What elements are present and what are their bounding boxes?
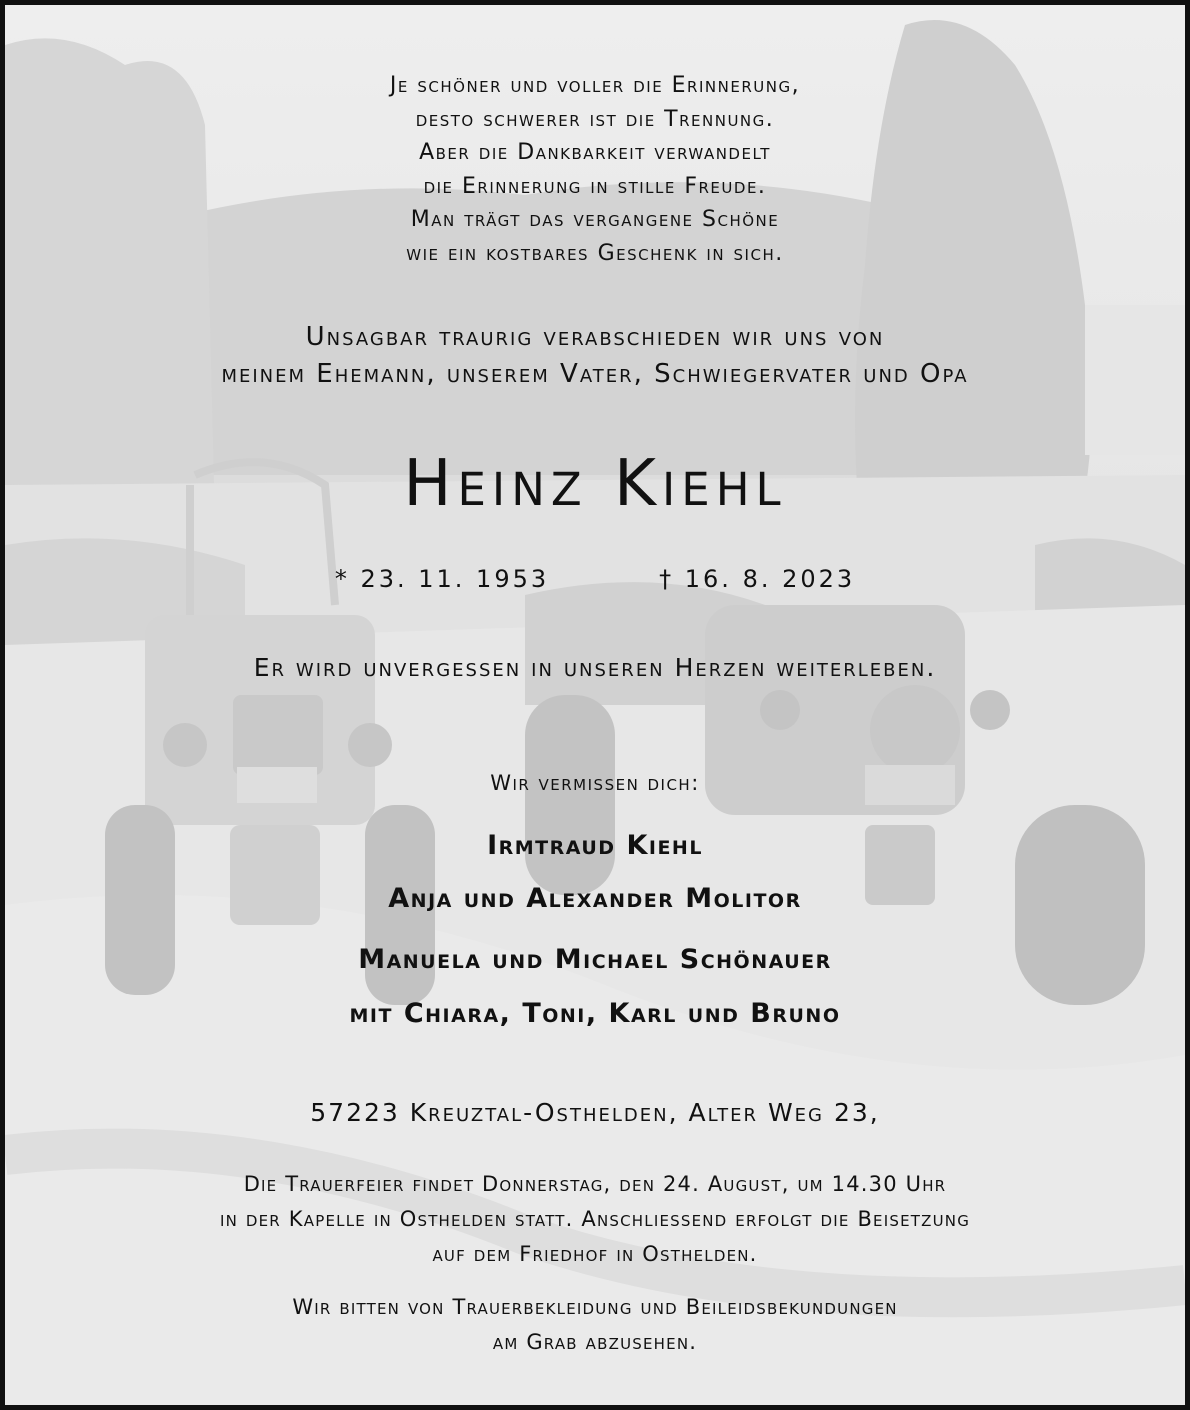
notice-text — [5, 5, 1185, 1405]
verse-line: wie ein kostbares Geschenk in sich. — [406, 240, 784, 266]
funeral-line: Die Trauerfeier findet Donnerstag, den 24. August, um 14.30 Uhr — [243, 1172, 947, 1196]
memorial-motto: Er wird unvergessen in unseren Herzen weiterleben. — [253, 653, 937, 682]
verse-line: Je schöner und voller die Erinnerung, — [389, 73, 801, 98]
farewell-intro — [5, 319, 1185, 393]
funeral-info — [5, 1167, 1185, 1272]
request-line: am Grab abzusehen. — [492, 1330, 698, 1354]
intro-line: Unsagbar traurig verabschieden wir uns von — [305, 322, 885, 352]
mourners-list — [5, 821, 1185, 1035]
life-dates — [5, 561, 1185, 597]
intro-line: meinem Ehemann, unserem Vater, Schwiegervater und Opa — [221, 359, 969, 389]
funeral-line: in der Kapelle in Osthelden statt. Anschliessend erfolgt die Beisetzung — [219, 1207, 971, 1231]
verse-line: desto schwerer ist die Trennung. — [415, 106, 775, 132]
birth-date: * 23. 11. 1953 — [334, 565, 550, 593]
address: 57223 Kreuztal-Osthelden, Alter Weg 23, — [310, 1098, 880, 1127]
funeral-line: auf dem Friedhof in Osthelden. — [432, 1242, 758, 1266]
verse-line: die Erinnerung in stille Freude. — [423, 173, 767, 199]
verse-line: Aber die Dankbarkeit verwandelt — [419, 140, 771, 165]
death-date: † 16. 8. 2023 — [659, 565, 856, 593]
mourner-name: mit Chiara, Toni, Karl und Bruno — [349, 998, 841, 1029]
deceased-name: Heinz Kiehl — [403, 447, 787, 521]
request-line: Wir bitten von Trauerbekleidung und Beileidsbekundungen — [292, 1295, 898, 1319]
mourner-name: Anja und Alexander Molitor — [388, 883, 802, 914]
mourner-name: Irmtraud Kiehl — [487, 830, 703, 861]
mourner-name: Manuela und Michael Schönauer — [358, 944, 832, 975]
opening-verse — [5, 69, 1185, 270]
mourners-heading: Wir vermissen dich: — [490, 771, 700, 795]
condolence-request — [5, 1290, 1185, 1360]
verse-line: Man trägt das vergangene Schöne — [410, 207, 780, 232]
